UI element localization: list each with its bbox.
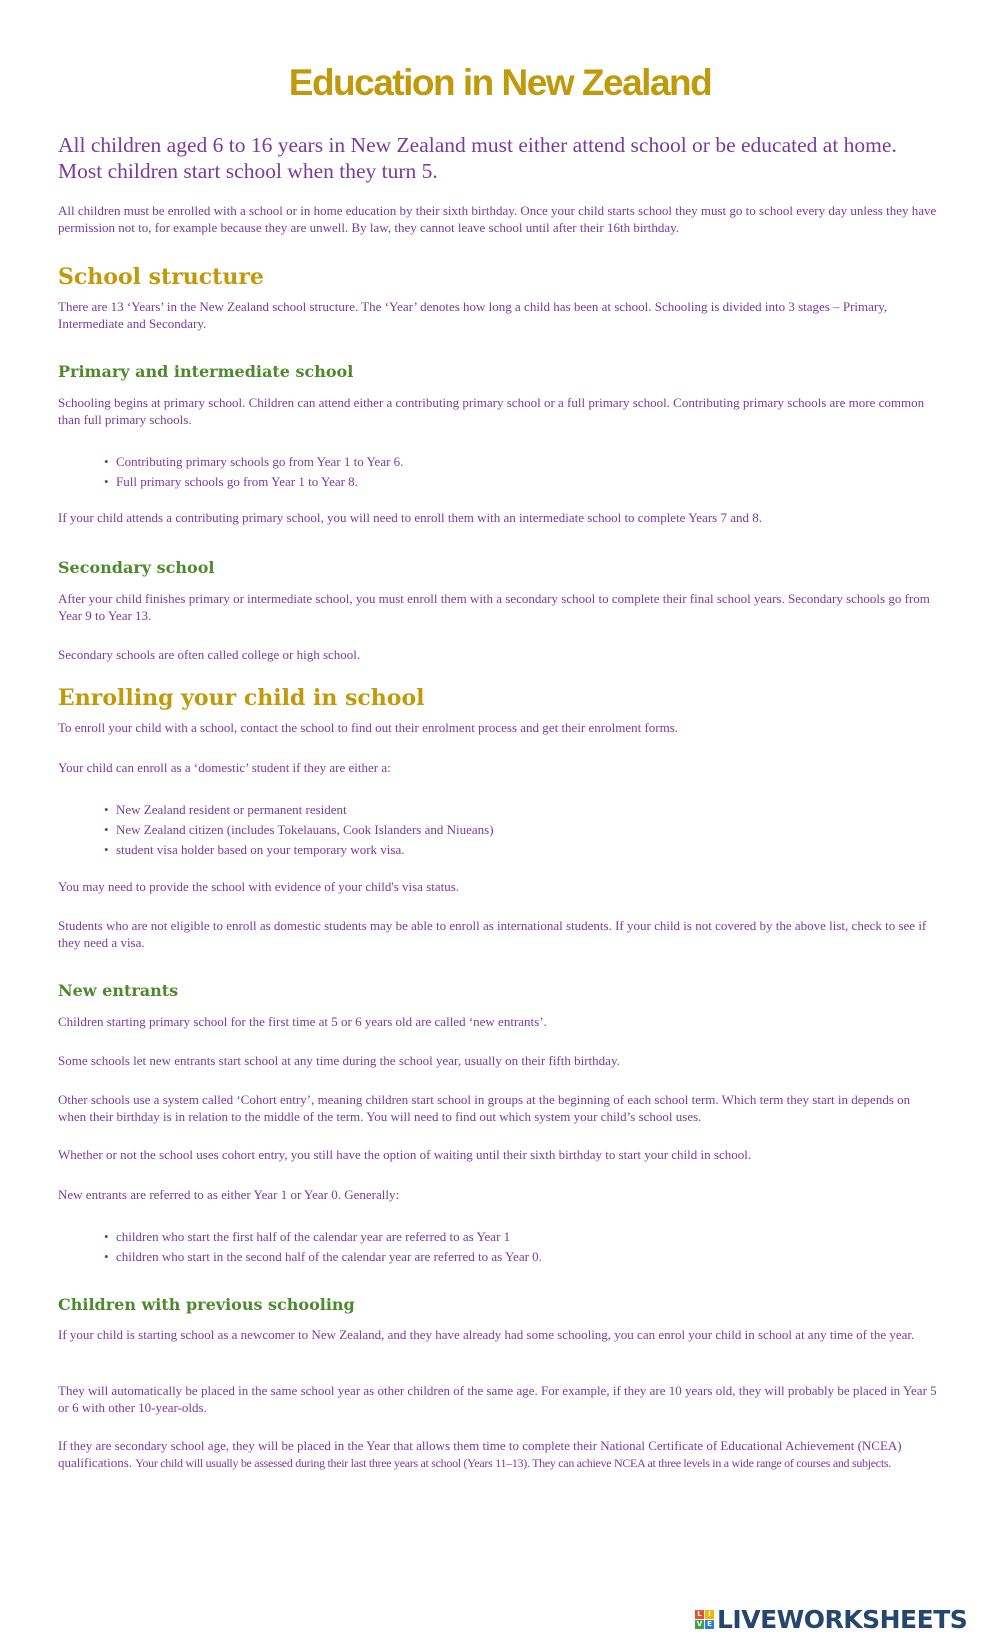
- previous-paragraph-3: If they are secondary school age, they will be placed in the Year that allows them time to complete their National Certificate of Educational Achievement (NCEA) qualifications. Your child will usually be assessed during their last three years at school (Years 11–13). They can achieve NCEA at three levels in a wide range of courses and subjects.: [58, 1438, 902, 1470]
- list-item: • children who start the first half of the calendar year are referred to as Year 1: [104, 1227, 924, 1247]
- new-entrants-paragraph-1: Children starting primary school for the first time at 5 or 6 years old are called ‘new entrants’.: [58, 1014, 547, 1029]
- bullet-icon: •: [104, 802, 109, 817]
- enrolling-paragraph-2: Your child can enroll as a ‘domestic’ student if they are either a:: [58, 760, 391, 775]
- enrolling-paragraph: To enroll your child with a school, contact the school to find out their enrolment process and get their enrolment forms.: [58, 720, 679, 735]
- bullet-icon: •: [104, 822, 109, 837]
- primary-heading: Primary and intermediate school: [58, 362, 354, 381]
- new-entrants-heading: New entrants: [58, 981, 179, 1000]
- bullet-icon: •: [104, 474, 109, 489]
- enrolling-paragraph-3: You may need to provide the school with evidence of your child's visa status.: [58, 879, 460, 894]
- lead-paragraph: All children aged 6 to 16 years in New Zealand must either attend school or be educated at home. Most children start school when they turn 5.: [58, 133, 897, 183]
- list-item: • New Zealand resident or permanent resident: [104, 800, 924, 820]
- logo-text: LIVEWORKSHEETS: [717, 1604, 968, 1634]
- bullet-icon: •: [104, 1229, 109, 1244]
- previous-schooling-heading: Children with previous schooling: [58, 1295, 355, 1314]
- school-structure-heading: School structure: [58, 264, 264, 290]
- enrolling-paragraph-4: Students who are not eligible to enroll as domestic students may be able to enroll as international students. If your child is not covered by the above list, check to see if they need a visa.: [58, 918, 927, 950]
- logo-mark-icon: L I V E: [695, 1610, 714, 1629]
- previous-paragraph-2: They will automatically be placed in the same school year as other children of the same age. For example, if they are 10 years old, they will probably be placed in Year 5 or 6 with other 10-year-olds.: [58, 1383, 937, 1415]
- bullet-icon: •: [104, 842, 109, 857]
- bullet-icon: •: [104, 1249, 109, 1264]
- page-title: Education in New Zealand: [288, 62, 712, 103]
- primary-after-paragraph: If your child attends a contributing primary school, you will need to enroll them with an intermediate school to complete Years 7 and 8.: [58, 510, 763, 525]
- primary-bullet-list: [104, 452, 924, 492]
- enrolling-bullet-list: [104, 800, 924, 860]
- primary-paragraph: Schooling begins at primary school. Children can attend either a contributing primary school or a full primary school. Contributing primary schools are more common than full primary schools.: [58, 395, 925, 427]
- list-item: • student visa holder based on your temporary work visa.: [104, 840, 924, 860]
- list-item: • New Zealand citizen (includes Tokelauans, Cook Islanders and Niueans): [104, 820, 924, 840]
- new-entrants-bullet-list: [104, 1227, 924, 1267]
- new-entrants-paragraph-4: Whether or not the school uses cohort entry, you still have the option of waiting until their sixth birthday to start your child in school.: [58, 1147, 752, 1162]
- secondary-heading: Secondary school: [58, 558, 215, 577]
- liveworksheets-logo: [695, 1604, 967, 1634]
- new-entrants-paragraph-5: New entrants are referred to as either Year 1 or Year 0. Generally:: [58, 1187, 400, 1202]
- intro-paragraph: All children must be enrolled with a school or in home education by their sixth birthday. Once your child starts school they must go to school every day unless they have permission not to, for example because they are unwell. By law, they cannot leave school until after their 16th birthday.: [58, 203, 937, 235]
- previous-paragraph-1: If your child is starting school as a newcomer to New Zealand, and they have already had some schooling, you can enrol your child in school at any time of the year.: [58, 1327, 915, 1342]
- school-structure-paragraph: There are 13 ‘Years’ in the New Zealand school structure. The ‘Year’ denotes how long a child has been at school. Schooling is divided into 3 stages – Primary, Intermediate and Secondary.: [58, 299, 888, 331]
- list-item: • children who start in the second half of the calendar year are referred to as Year 0.: [104, 1247, 924, 1267]
- bullet-icon: •: [104, 454, 109, 469]
- list-item: • Contributing primary schools go from Year 1 to Year 6.: [104, 452, 924, 472]
- new-entrants-paragraph-3: Other schools use a system called ‘Cohort entry’, meaning children start school in groups at the beginning of each school term. Which term they start in depends on when their birthday is in relation to the middle of the term. You will need to find out which system your child’s school uses.: [58, 1092, 911, 1124]
- secondary-paragraph: After your child finishes primary or intermediate school, you must enroll them with a secondary school to complete their final school years. Secondary schools go from Year 9 to Year 13.: [58, 591, 930, 623]
- enrolling-heading: Enrolling your child in school: [58, 685, 425, 711]
- list-item: • Full primary schools go from Year 1 to Year 8.: [104, 472, 924, 492]
- new-entrants-paragraph-2: Some schools let new entrants start school at any time during the school year, usually on their fifth birthday.: [58, 1053, 620, 1068]
- secondary-paragraph-2: Secondary schools are often called college or high school.: [58, 647, 361, 662]
